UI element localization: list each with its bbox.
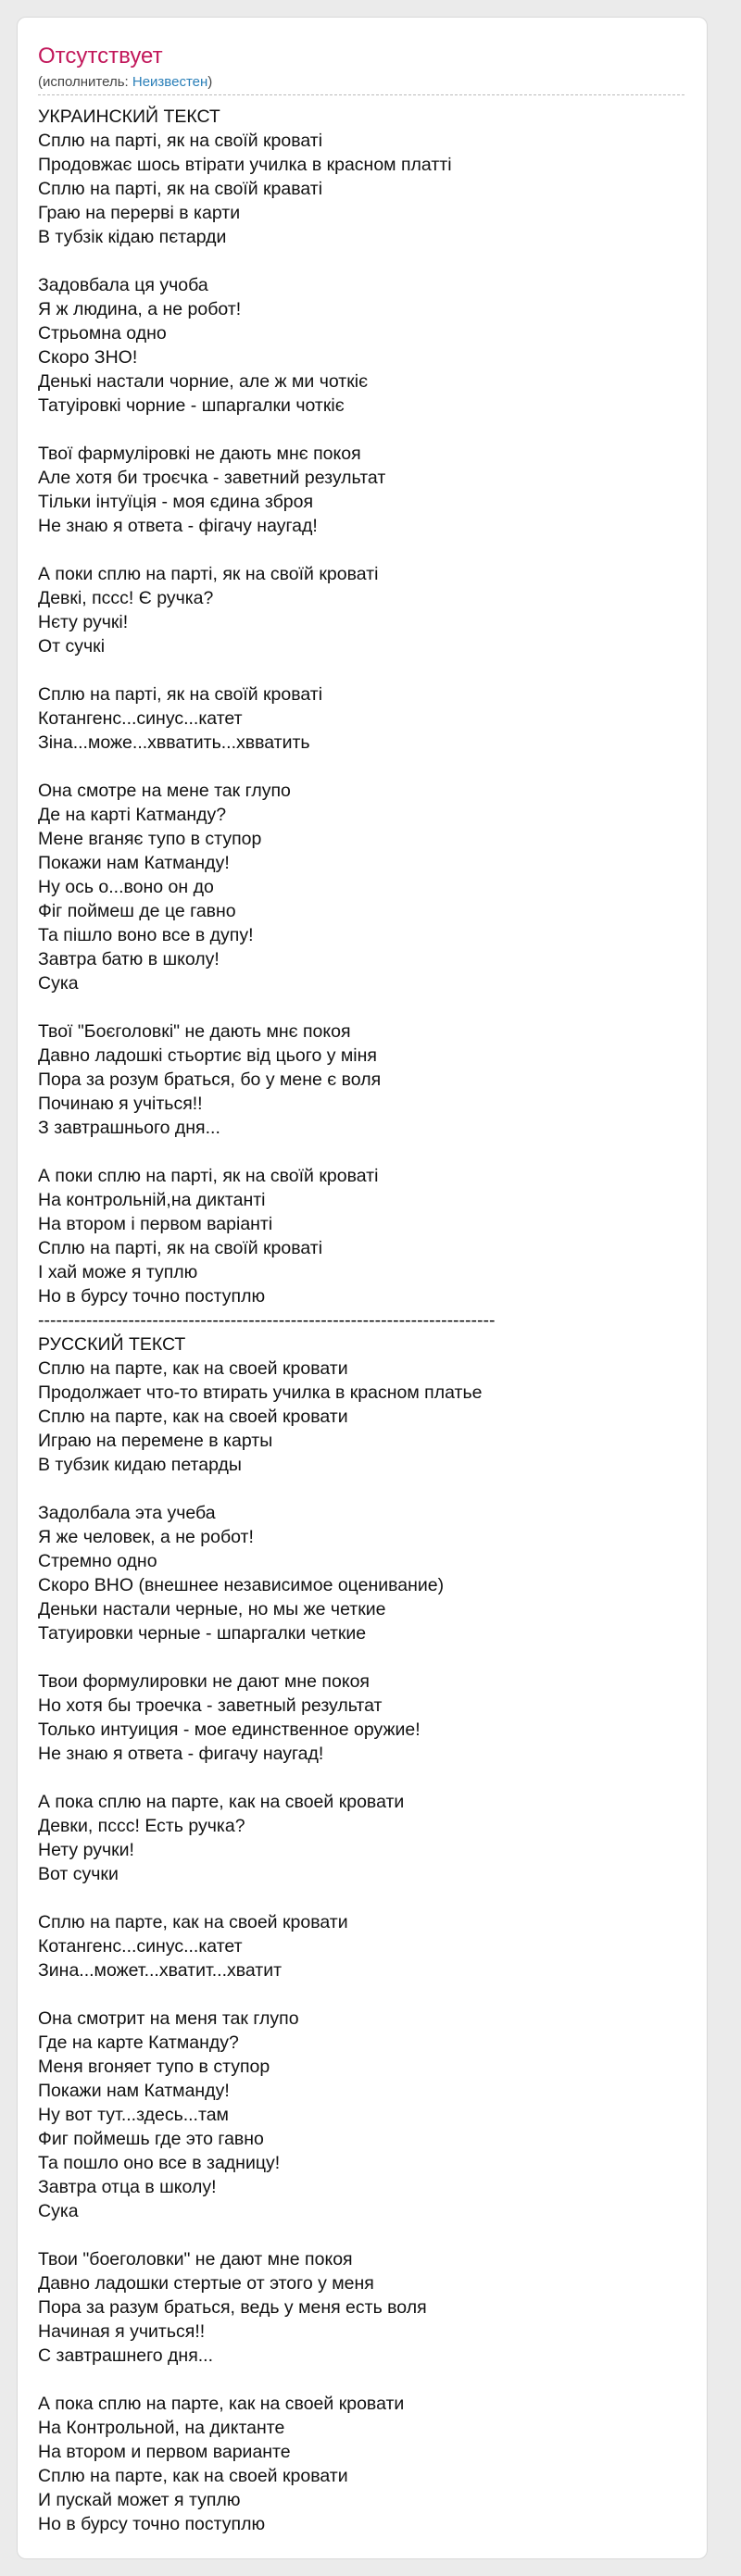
- russian-heading: РУССКИЙ ТЕКСТ: [38, 1334, 186, 1355]
- artist-link[interactable]: Неизвестен: [132, 74, 208, 90]
- artist-prefix: (исполнитель:: [38, 74, 132, 90]
- ukrainian-heading: УКРАИНСКИЙ ТЕКСТ: [38, 106, 220, 127]
- ukrainian-lyrics: Сплю на парті, як на своїй кроваті Продовжає шось втірати училка в красном платті Сплю на парті, як на своїй краваті Граю на перерві в карти В тубзік кідаю пєтарди Задовбала ця учоба Я ж людина, а не робот! Стрьомна одно Скоро ЗНО! Денькі настали чорние, але ж ми чоткіє Татуіровкі чорние - шпаргалки чоткіє Твої фармуліровкі не дають мнє покоя Але хотя би троєчка - заветний результат Тільки інтуїція - моя єдина зброя Не знаю я ответа - фігачу наугад! А поки сплю на парті, як на своїй кроваті Девкі, пссс! Є ручка? Нєту ручкі! От сучкі Сплю на парті, як на своїй кроваті Котангенс...синус...катет Зіна...може...хвватить...хвватить Она смотре на мене так глупо Де на карті Катманду? Мене вганяє тупо в ступор Покажи нам Катманду! Ну ось о...воно он до Фіг поймеш де це гавно Та пішло воно все в дупу! Завтра батю в школу! Сука Твої "Боєголовкі" не дають мнє покоя Давно ладошкі стьортиє від цього у міня Пора за розум браться, бо у мене є воля Починаю я учіться!! З завтрашнього дня... А поки сплю на парті, як на своїй кроваті На контрольній,на диктанті На втором і первом варіанті Сплю на парті, як на своїй кроваті І хай може я туплю Но в бурсу точно поступлю: [38, 131, 452, 1307]
- song-title: Отсутствует: [38, 44, 163, 69]
- lyrics-card: [17, 17, 708, 2559]
- section-separator: ----------------------------------------------------------------------------: [38, 1310, 496, 1331]
- artist-suffix: ): [207, 74, 213, 90]
- russian-lyrics: Сплю на парте, как на своей кровати Продолжает что-то втирать училка в красном платье Сплю на парте, как на своей кровати Играю на перемене в карты В тубзик кидаю петарды Задолбала эта учеба Я же человек, а не робот! Стремно одно Скоро ВНО (внешнее независимое оценивание) Деньки настали черные, но мы же четкие Татуировки черные - шпаргалки четкие Твои формулировки не дают мне покоя Но хотя бы троечка - заветный результат Только интуиция - мое единственное оружие! Не знаю я ответа - фигачу наугад! А пока сплю на парте, как на своей кровати Девки, пссс! Есть ручка? Нету ручки! Вот сучки Сплю на парте, как на своей кровати Котангенс...синус...катет Зина...может...хватит...хватит Она смотрит на меня так глупо Где на карте Катманду? Меня вгоняет тупо в ступор Покажи нам Катманду! Ну вот тут...здесь...там Фиг поймешь где это гавно Та пошло оно все в задницу! Завтра отца в школу! Сука Твои "боеголовки" не дают мне покоя Давно ладошки стертые от этого у меня Пора за разум браться, ведь у меня есть воля Начиная я учиться!! С завтрашнего дня... А пока сплю на парте, как на своей кровати На Контрольной, на диктанте На втором и первом варианте Сплю на парте, как на своей кровати И пускай может я туплю Но в бурсу точно поступлю: [38, 1358, 483, 2534]
- artist-line: [38, 73, 684, 95]
- lyrics-text: [38, 105, 684, 2536]
